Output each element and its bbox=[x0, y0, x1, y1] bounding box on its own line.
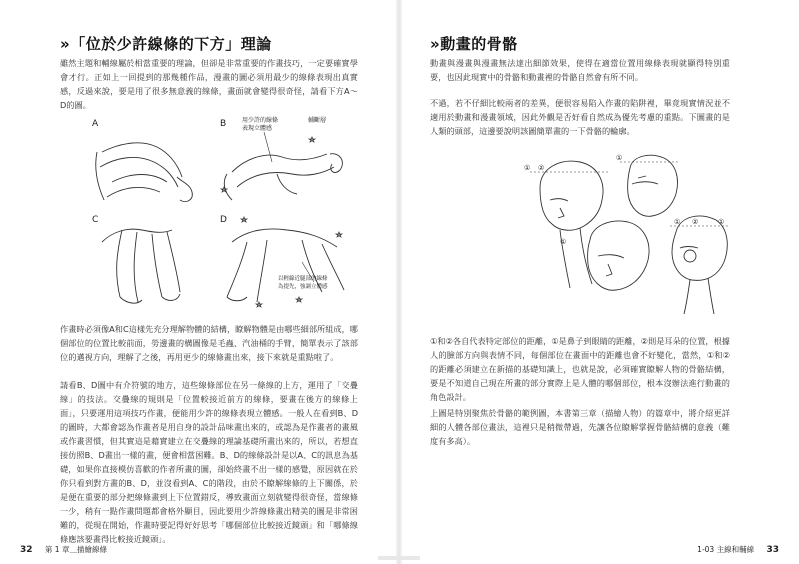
measurement-guides bbox=[530, 162, 730, 226]
right-paragraph-4: 上圖是特別聚焦於骨骼的範例圖，本書第三章（描繪人物）的篇章中，將介紹更詳細的人體各部位畫法，這裡只是稍微帶過，先讓各位瞭解掌握骨骼結構的意義（難度有多高）。 bbox=[430, 408, 730, 446]
callout-pointer-top bbox=[264, 132, 272, 162]
panel-b-label: B bbox=[220, 119, 227, 129]
limb-line-figure bbox=[82, 112, 354, 312]
right-page bbox=[400, 0, 799, 564]
right-paragraph-2: 不過，若不仔細比較兩者的差異，便很容易陷入作畫的陷阱裡，畢竟現實情況並不適用於動畫和漫畫領域，因此外觀是否好看自然成為優先考慮的重點。下圖畫的是人類的頭部，這邊要說明該圖簡單畫的一下骨骼的輪廓。 bbox=[430, 98, 730, 136]
left-paragraph-2: 作畫時必須像A和C這樣先充分理解物體的結構，瞭解物體是由哪些細部所組成，哪個部位的位置比較前面，勞邊畫的構圖像是毛蟲、汽油桶的手臂，簡單表示了該部位的邁視方向，理解了之後，再用更少的線條畫出來，接下來就是重點啦了。 bbox=[60, 324, 358, 362]
right-page-number: 33 bbox=[766, 545, 779, 555]
left-page-heading: »「位於少許線條的下方」理論 bbox=[60, 35, 272, 53]
left-page-number: 32 bbox=[20, 545, 33, 555]
callout-bottom-text: 以輕線近腿部的線條 為提先，強調立體感 bbox=[278, 276, 328, 290]
marker-2a: ② bbox=[538, 164, 545, 172]
left-footer bbox=[20, 544, 107, 555]
limb-line-illustration bbox=[82, 112, 354, 312]
marker-1d: ① bbox=[674, 218, 681, 226]
head-skeleton-figure bbox=[520, 148, 732, 316]
marker-1a: ① bbox=[524, 164, 531, 172]
head-sketches bbox=[540, 155, 727, 314]
left-chapter-label: 第 1 章＿描繪線條 bbox=[44, 545, 107, 554]
right-section-label: 1-03 主線和輔線 bbox=[697, 545, 755, 554]
panel-d-label: D bbox=[220, 215, 227, 225]
marker-1e: ① bbox=[718, 218, 725, 226]
panel-a-sketch bbox=[96, 143, 193, 202]
right-page-heading: »動畫的骨骼 bbox=[430, 35, 518, 53]
head-skeleton-illustration bbox=[520, 148, 732, 316]
left-paragraph-3: 請看B、D圖中有介符號的地方，這些線條部位在另一條線的上方，運用了「交疊線」的技法。交疊線的規則是「位置較接近前方的線條，要畫在後方的線條上面」，只要運用這項技巧作畫，便能用少許的線條表現立體感。一般人在看到B、D的圖時，大都會認為作畫者是用自身的設計品味畫出來的，或認為是作畫者的畫風或作畫習慣，但其實這是藉實建立在交疊線的理論基礎所畫出來的，所以，若想直接仿照B、D畫出一樣的畫，便會相當困難。B、D的線條設計是以A、C的訊息為基礎，如果你直接模仿喜歡的作者所畫的圖，卻始終畫不出一樣的感覺，原因就在於你只看到對方畫的B、D，並沒看到A、C的階段，由於不瞭解線條的上下關係，於是便在重要的部分把線條畫到上下位置錯反，導致畫面立刻就變得很奇怪，當線條一少，稍有一點作畫問題都會格外顯目，因此要用少許線條畫出精美的圖是非常困難的，從現在開始，作畫時要記得好好思考「哪個部位比較接近鏡頭」和「哪條線條應該要畫得比較接近鏡頭」。 bbox=[60, 380, 358, 544]
bottom-binding-mark bbox=[378, 556, 420, 560]
panel-c-sketch bbox=[102, 229, 180, 303]
marker-1c: ① bbox=[560, 238, 567, 246]
marker-2d: ② bbox=[692, 218, 699, 226]
callout-right-text: 輔斷層 bbox=[308, 117, 327, 124]
panel-d-sketch bbox=[227, 229, 344, 302]
panel-b-sketch bbox=[224, 154, 342, 200]
panel-c-label: C bbox=[92, 215, 99, 225]
left-intro-paragraph: 雖然主題和輔線屬於相當重要的理論，但卻是非常重要的作畫技巧，一定要確實學會才行。正如上一回提到的那幾種作品，漫畫的圖必須用最少的線條表現出真實感，反過來說，要是用了很多無意義的線條，畫面就會變得很奇怪，請看下方A～D的圖。 bbox=[60, 58, 358, 110]
right-footer bbox=[697, 544, 779, 555]
right-intro-paragraph: 動畫與漫畫與漫畫無法達出細節效果，使得在適當位置用線條表現就顯得特別重要，也因此現實中的骨骼和動畫裡的骨骼自然會有所不同。 bbox=[430, 58, 730, 82]
right-paragraph-3: ①和②各自代表特定部位的距離，①是鼻子到眼睛的距離，②則是耳朵的位置，根據人的臉部方向與表情不同，每個部位在畫面中的距離也會不好變化，當然，①和②的距離必須建立在新描的基礎知識上，也就是說，必須確實瞭解人物的骨骼結構，要是不知道自己現在所畫的部分實際上是人體的哪個部位，根本沒辦法進行動畫的角色設計。 bbox=[430, 336, 730, 402]
callout-top-text: 用少許的線條 表現立體感 bbox=[242, 117, 279, 132]
panel-a-label: A bbox=[92, 119, 99, 129]
left-page bbox=[0, 0, 399, 564]
marker-1b: ① bbox=[616, 154, 623, 162]
